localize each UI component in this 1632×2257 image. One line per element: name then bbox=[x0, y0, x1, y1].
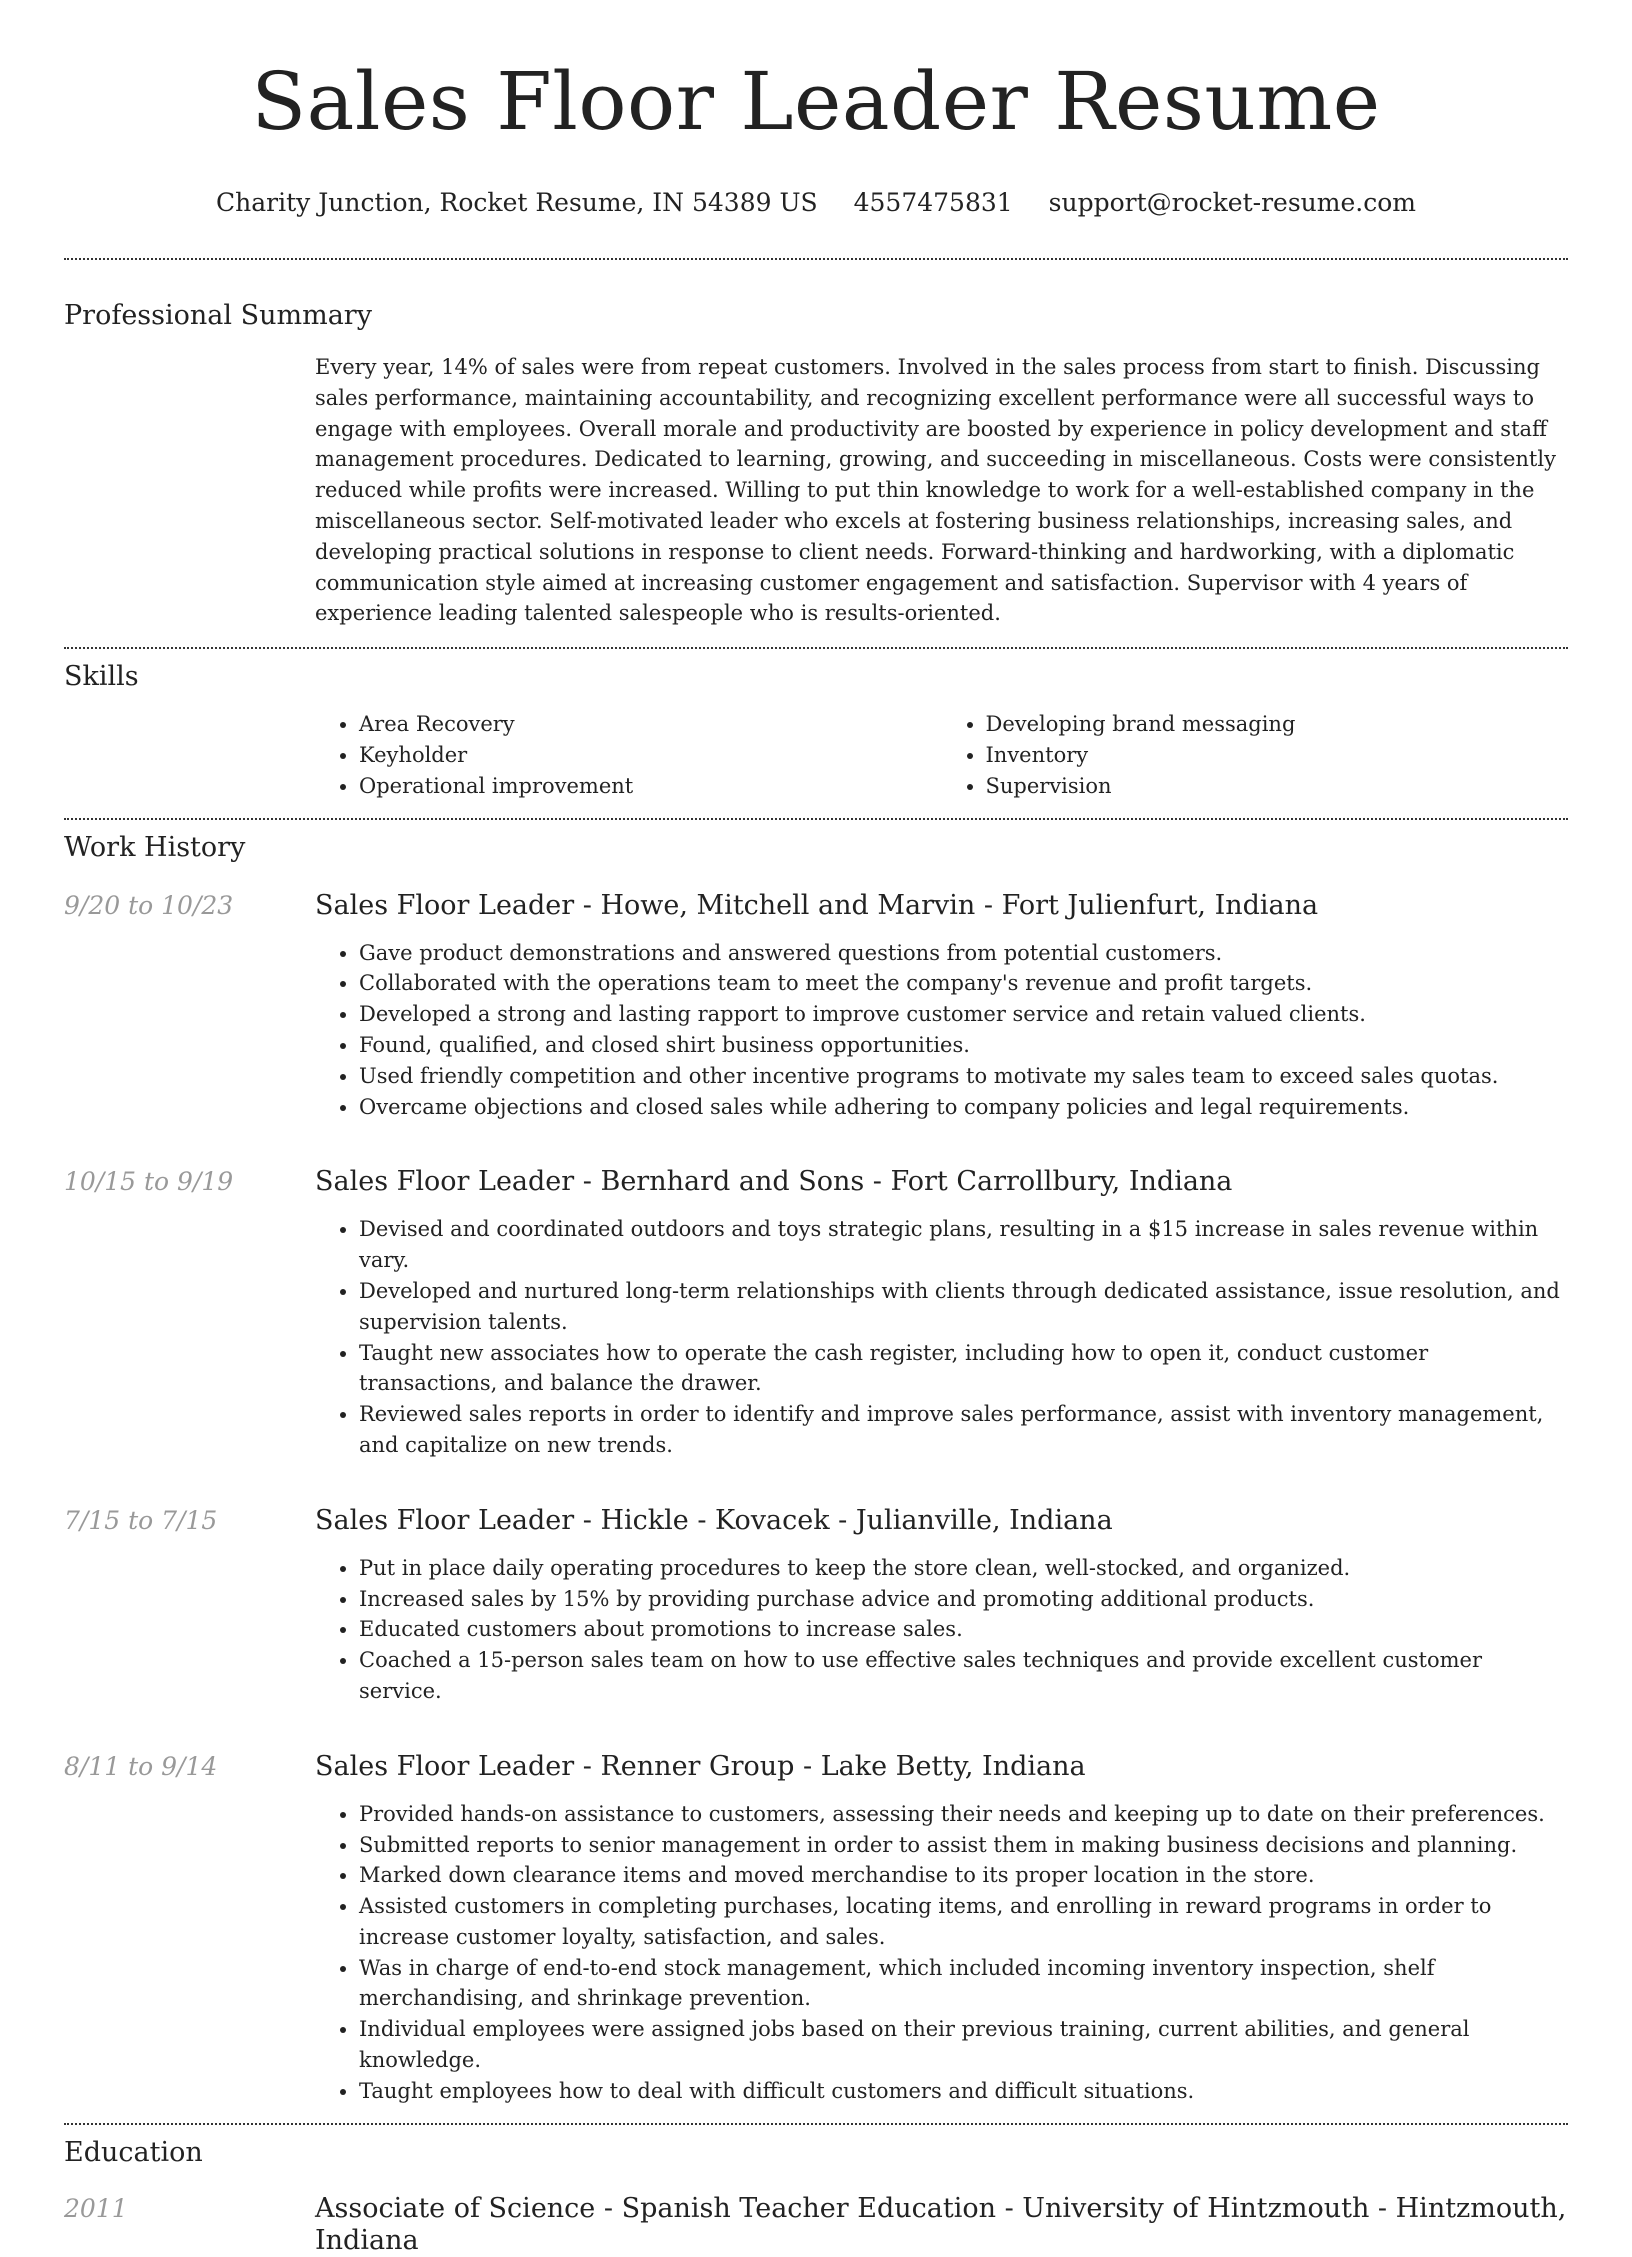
job-bullet: • Taught employees how to deal with difficult customers and difficult situations. bbox=[359, 2076, 1568, 2107]
job-header bbox=[64, 1751, 1568, 1783]
job-bullets bbox=[315, 938, 1568, 1123]
job-bullet: • Developed a strong and lasting rapport to improve customer service and retain valued clients. bbox=[359, 999, 1568, 1030]
skill-item: • Inventory bbox=[986, 740, 1569, 771]
job-title: Sales Floor Leader - Howe, Mitchell and Marvin - Fort Julienfurt, Indiana bbox=[315, 889, 1319, 921]
summary-text: Every year, 14% of sales were from repeat customers. Involved in the sales process from start to finish. Discussing sales performance, maintaining accountability, and recognizing excellent performance were all successful ways to engage with employees. Overall morale and productivity are boosted by experience in policy development and staff management procedures. Dedicated to learning, growing, and succeeding in miscellaneous. Costs were consistently reduced while profits were increased. Willing to put thin knowledge to work for a well-established company in the miscellaneous sector. Self-motivated leader who excels at fostering business relationships, increasing sales, and developing practical solutions in response to client needs. Forward-thinking and hardworking, with a diplomatic communication style aimed at increasing customer engagement and satisfaction. Supervisor with 4 years of experience leading talented salespeople who is results-oriented. bbox=[315, 355, 1556, 626]
education-section bbox=[0, 2193, 1632, 2257]
education-title: Associate of Science - Spanish Teacher Education - University of Hintzmouth - Hintzmouth, Indiana bbox=[315, 2192, 1567, 2256]
job-bullet-list bbox=[315, 938, 1568, 1123]
job-dates: 10/15 to 9/19 bbox=[64, 1167, 234, 1197]
work-history-section bbox=[0, 890, 1632, 2107]
skill-item: • Area Recovery bbox=[359, 709, 942, 740]
contact-line bbox=[0, 188, 1632, 218]
job-bullet-list bbox=[315, 1553, 1568, 1707]
skill-item: • Developing brand messaging bbox=[986, 709, 1569, 740]
summary-section bbox=[315, 352, 1568, 629]
job-bullets bbox=[315, 1799, 1568, 2107]
job-bullet: • Found, qualified, and closed shirt business opportunities. bbox=[359, 1030, 1568, 1061]
job-entry bbox=[0, 890, 1632, 1123]
job-bullet: • Provided hands-on assistance to customers, assessing their needs and keeping up to date on their preferences. bbox=[359, 1799, 1568, 1830]
job-bullet: • Assisted customers in completing purchases, locating items, and enrolling in reward programs in order to increase customer loyalty, satisfaction, and sales. bbox=[359, 1891, 1568, 1953]
section-divider bbox=[64, 818, 1568, 820]
job-bullet: • Put in place daily operating procedures to keep the store clean, well-stocked, and organized. bbox=[359, 1553, 1568, 1584]
job-bullet: • Gave product demonstrations and answered questions from potential customers. bbox=[359, 938, 1568, 969]
job-bullet: • Coached a 15-person sales team on how to use effective sales techniques and provide excellent customer service. bbox=[359, 1645, 1568, 1707]
job-header bbox=[64, 1505, 1568, 1537]
job-bullet: • Educated customers about promotions to increase sales. bbox=[359, 1614, 1568, 1645]
job-bullet: • Submitted reports to senior management in order to assist them in making business decisions and planning. bbox=[359, 1830, 1568, 1861]
job-bullet: • Taught new associates how to operate the cash register, including how to open it, conduct customer transactions, and balance the drawer. bbox=[359, 1338, 1568, 1400]
page-title: Sales Floor Leader Resume bbox=[251, 55, 1381, 148]
job-bullet-list bbox=[315, 1214, 1568, 1460]
job-title: Sales Floor Leader - Hickle - Kovacek - Julianville, Indiana bbox=[315, 1504, 1113, 1536]
skill-item: • Keyholder bbox=[359, 740, 942, 771]
job-bullet: • Reviewed sales reports in order to identify and improve sales performance, assist with inventory management, and capitalize on new trends. bbox=[359, 1399, 1568, 1461]
job-bullet: • Overcame objections and closed sales while adhering to company policies and legal requirements. bbox=[359, 1092, 1568, 1123]
contact-phone: 4557475831 bbox=[853, 188, 1013, 217]
skills-list-right bbox=[942, 709, 1569, 801]
job-bullet: • Used friendly competition and other incentive programs to motivate my sales team to exceed sales quotas. bbox=[359, 1061, 1568, 1092]
job-title: Sales Floor Leader - Bernhard and Sons - Fort Carrollbury, Indiana bbox=[315, 1166, 1233, 1198]
education-heading: Education bbox=[64, 2136, 203, 2168]
job-dates: 8/11 to 9/14 bbox=[64, 1751, 218, 1781]
work-heading: Work History bbox=[64, 831, 246, 863]
job-bullets bbox=[315, 1553, 1568, 1707]
job-entry bbox=[0, 1166, 1632, 1460]
job-bullet: • Individual employees were assigned jobs based on their previous training, current abilities, and general knowledge. bbox=[359, 2014, 1568, 2076]
job-dates: 7/15 to 7/15 bbox=[64, 1505, 218, 1535]
contact-email: support@rocket-resume.com bbox=[1048, 188, 1416, 217]
section-divider bbox=[64, 258, 1568, 260]
skill-item: • Operational improvement bbox=[359, 771, 942, 802]
job-bullet: • Collaborated with the operations team to meet the company's revenue and profit targets. bbox=[359, 968, 1568, 999]
skill-item: • Supervision bbox=[986, 771, 1569, 802]
job-title: Sales Floor Leader - Renner Group - Lake Betty, Indiana bbox=[315, 1750, 1086, 1782]
job-bullet: • Devised and coordinated outdoors and toys strategic plans, resulting in a $15 increase in sales revenue within vary. bbox=[359, 1214, 1568, 1276]
job-bullet: • Was in charge of end-to-end stock management, which included incoming inventory inspection, shelf merchandising, and shrinkage prevention. bbox=[359, 1953, 1568, 2015]
summary-heading: Professional Summary bbox=[64, 300, 372, 331]
job-header bbox=[64, 1166, 1568, 1198]
job-entry bbox=[0, 1505, 1632, 1707]
job-bullet-list bbox=[315, 1799, 1568, 2107]
job-bullet: • Developed and nurtured long-term relationships with clients through dedicated assistance, issue resolution, and supervision talents. bbox=[359, 1276, 1568, 1338]
skills-list-left bbox=[315, 709, 942, 801]
contact-address: Charity Junction, Rocket Resume, IN 54389 US bbox=[216, 188, 818, 217]
job-bullet: • Increased sales by 15% by providing purchase advice and promoting additional products. bbox=[359, 1584, 1568, 1615]
skills-heading: Skills bbox=[64, 661, 139, 693]
section-divider bbox=[64, 2123, 1568, 2125]
education-date: 2011 bbox=[64, 2193, 128, 2223]
job-bullet: • Marked down clearance items and moved merchandise to its proper location in the store. bbox=[359, 1860, 1568, 1891]
section-divider bbox=[64, 647, 1568, 649]
job-header bbox=[64, 890, 1568, 922]
job-entry bbox=[0, 1751, 1632, 2107]
job-dates: 9/20 to 10/23 bbox=[64, 890, 234, 920]
job-bullets bbox=[315, 1214, 1568, 1460]
skills-section bbox=[315, 709, 1568, 801]
education-entry bbox=[64, 2193, 1568, 2257]
